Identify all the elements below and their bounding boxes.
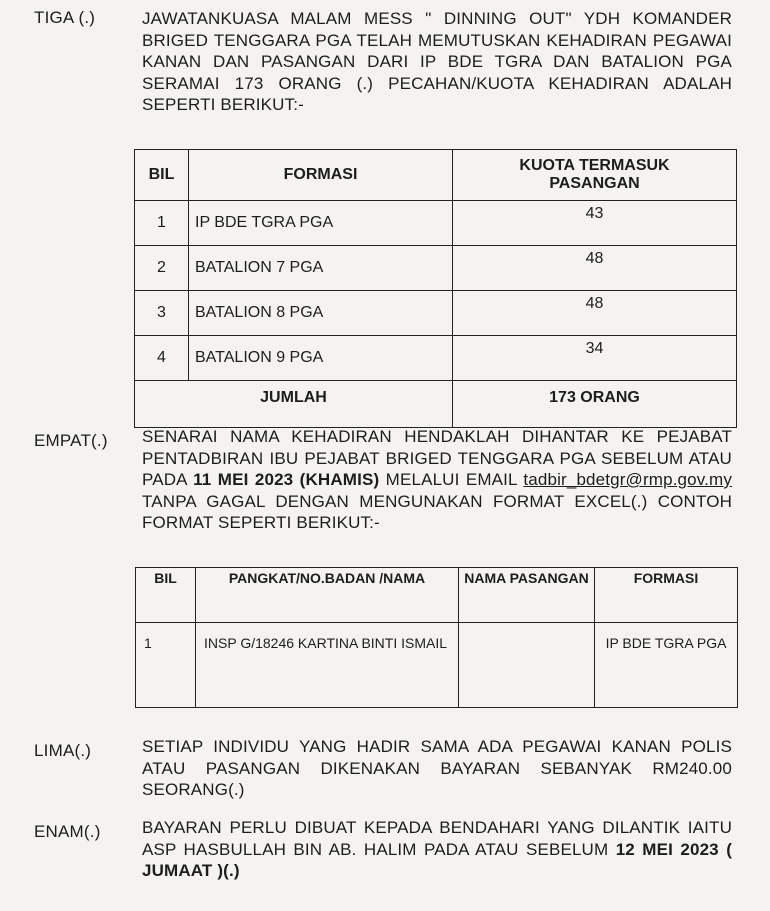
header-formasi: FORMASI xyxy=(189,150,453,201)
header-nama-pasangan: NAMA PASANGAN xyxy=(459,568,595,623)
row-formasi: BATALION 7 PGA xyxy=(189,246,453,291)
row-kuota: 48 xyxy=(453,246,737,291)
table-row xyxy=(135,201,737,246)
empat-text-2: MELALUI EMAIL xyxy=(379,470,524,489)
quota-table xyxy=(134,149,737,428)
row-kuota: 34 xyxy=(453,336,737,381)
row-bil: 3 xyxy=(135,291,189,336)
quota-table-header xyxy=(135,150,737,201)
empat-text-1: SENARAI NAMA KEHADIRAN HENDAKLAH DIHANTAR KE PEJABAT PENTADBIRAN IBU PEJABAT BRIGED TENGGARA PGA SEBELUM ATAU PADA xyxy=(142,427,732,489)
table-row xyxy=(135,291,737,336)
section-label-tiga: TIGA (.) xyxy=(34,8,96,27)
row-bil: 1 xyxy=(135,201,189,246)
section-label-enam: ENAM(.) xyxy=(34,822,101,841)
row-kuota: 43 xyxy=(453,201,737,246)
header-bil: BIL xyxy=(136,568,196,623)
header-bil: BIL xyxy=(135,150,189,201)
example-format-table xyxy=(135,567,738,708)
header-formasi: FORMASI xyxy=(595,568,738,623)
enam-text-1: BAYARAN PERLU DIBUAT KEPADA BENDAHARI YANG DILANTIK IAITU ASP HASBULLAH BIN AB. HALIM PADA ATAU SEBELUM xyxy=(142,818,732,859)
empat-date: 11 MEI 2023 (KHAMIS) xyxy=(193,470,380,489)
section-text-enam xyxy=(142,817,732,882)
row-formasi: IP BDE TGRA PGA xyxy=(189,201,453,246)
section-text-tiga: JAWATANKUASA MALAM MESS " DINNING OUT" YDH KOMANDER BRIGED TENGGARA PGA TELAH MEMUTUSKAN KEHADIRAN PEGAWAI KANAN DAN PASANGAN DARI IP BDE TGRA DAN BATALION PGA SERAMAI 173 ORANG (.) PECAHAN/KUOTA KEHADIRAN ADALAH SEPERTI BERIKUT:- xyxy=(142,9,732,114)
section-label-empat: EMPAT(.) xyxy=(34,431,108,450)
email-link[interactable]: tadbir_bdetgr@rmp.gov.my xyxy=(523,470,732,489)
empat-text-3: TANPA GAGAL DENGAN MENGUNAKAN FORMAT EXCEL(.) CONTOH FORMAT SEPERTI BERIKUT:- xyxy=(142,491,732,532)
total-row xyxy=(135,381,737,428)
row-formasi: BATALION 8 PGA xyxy=(189,291,453,336)
row-pasangan xyxy=(459,623,595,708)
table-row xyxy=(136,623,738,708)
row-formasi: BATALION 9 PGA xyxy=(189,336,453,381)
section-label-lima: LIMA(.) xyxy=(34,741,92,760)
total-label: JUMLAH xyxy=(135,381,453,428)
row-bil: 2 xyxy=(135,246,189,291)
table-row xyxy=(135,246,737,291)
row-bil: 1 xyxy=(136,623,196,708)
header-kuota: KUOTA TERMASUK PASANGAN xyxy=(453,150,737,201)
total-value: 173 ORANG xyxy=(453,381,737,428)
row-pangkat: INSP G/18246 KARTINA BINTI ISMAIL xyxy=(196,623,459,708)
header-pangkat: PANGKAT/NO.BADAN /NAMA xyxy=(196,568,459,623)
row-bil: 4 xyxy=(135,336,189,381)
row-formasi: IP BDE TGRA PGA xyxy=(595,623,738,708)
section-text-lima: SETIAP INDIVIDU YANG HADIR SAMA ADA PEGAWAI KANAN POLIS ATAU PASANGAN DIKENAKAN BAYARAN SEBANYAK RM240.00 SEORANG(.) xyxy=(142,737,732,799)
table-row xyxy=(135,336,737,381)
section-text-empat xyxy=(142,426,732,534)
row-kuota: 48 xyxy=(453,291,737,336)
enam-date: 12 MEI 2023 ( JUMAAT )(.) xyxy=(142,839,732,880)
example-table-header xyxy=(136,568,738,623)
